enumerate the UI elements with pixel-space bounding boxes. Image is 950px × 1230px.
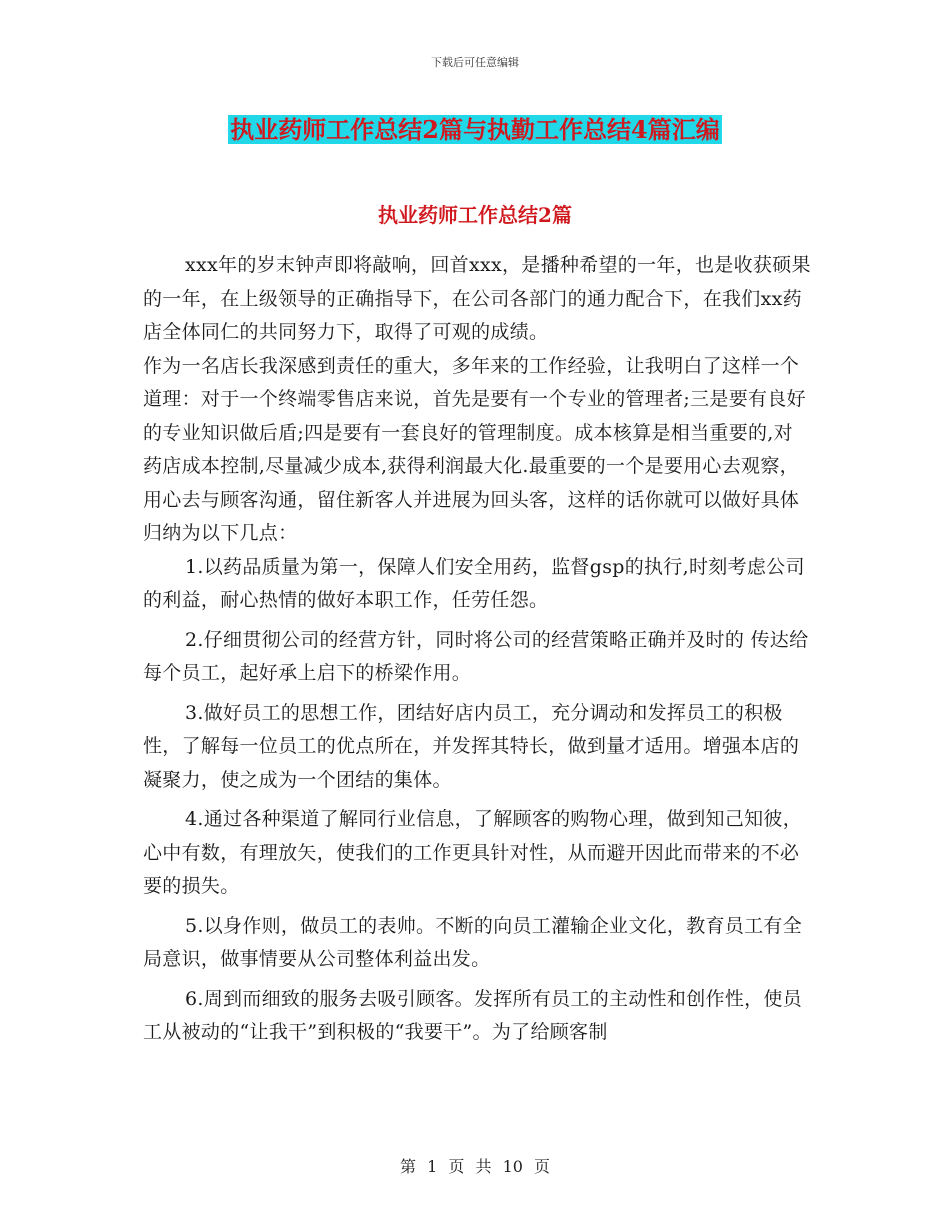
list-item-1: 1.以药品质量为第一，保障人们安全用药，监督gsp的执行,时刻考虑公司的利益，耐心热情的做好本职工作，任劳任怨。 (143, 555, 805, 611)
list-item-2: 2.仔细贯彻公司的经营方针，同时将公司的经营策略正确并及时的 传达给每个员工，起好承上启下的桥梁作用。 (143, 628, 809, 684)
header-note: 下载后可任意编辑 (431, 56, 519, 69)
page-label-prefix: 第 (399, 1157, 416, 1176)
page-label-suffix: 页 (534, 1157, 551, 1176)
list-item-5: 5.以身作则，做员工的表帅。不断的向员工灌输企业文化，教育员工有全局意识，做事情要从公司整体利益出发。 (143, 914, 803, 970)
list-item-6: 6.周到而细致的服务去吸引顾客。发挥所有员工的主动性和创作性，使员工从被动的“让我干”到积极的“我要干”。为了给顾客制 (143, 987, 803, 1043)
paragraph-manager: 作为一名店长我深感到责任的重大，多年来的工作经验，让我明白了这样一个道理：对于一个终端零售店来说，首先是要有一个专业的管理者;三是要有良好的专业知识做后盾;四是要有一套良好的管理制度。成本核算是相当重要的,对药店成本控制,尽量减少成本,获得利润最大化.最重要的一个是要用心去观察，用心去与顾客沟通，留住新客人并进展为回头客，这样的话你就可以做好具体归纳为以下几点： (143, 354, 806, 544)
document-title (0, 113, 950, 147)
current-page-number: 1 (427, 1157, 438, 1176)
page-footer (0, 1154, 950, 1177)
list-item-3: 3.做好员工的思想工作，团结好店内员工，充分调动和发挥员工的积极性，了解每一位员工的优点所在，并发挥其特长，做到量才适用。增强本店的凝聚力，使之成为一个团结的集体。 (143, 701, 800, 791)
section-title: 执业药师工作总结2篇 (378, 203, 572, 227)
page-label-mid: 页 (448, 1157, 465, 1176)
paragraph-intro: xxx年的岁末钟声即将敲响，回首xxx，是播种希望的一年，也是收获硕果的一年，在上级领导的正确指导下，在公司各部门的通力配合下，在我们xx药店全体同仁的共同努力下，取得了可观的成绩。 (143, 254, 811, 343)
document-title-text: 执业药师工作总结2篇与执勤工作总结4篇汇编 (230, 115, 720, 144)
list-item-4: 4.通过各种渠道了解同行业信息，了解顾客的购物心理，做到知己知彼，心中有数，有理放矢，使我们的工作更具针对性，从而避开因此而带来的不必要的损失。 (143, 808, 803, 897)
body-text (143, 249, 811, 1050)
total-label: 共 (475, 1157, 492, 1176)
total-pages-number: 10 (502, 1157, 523, 1176)
